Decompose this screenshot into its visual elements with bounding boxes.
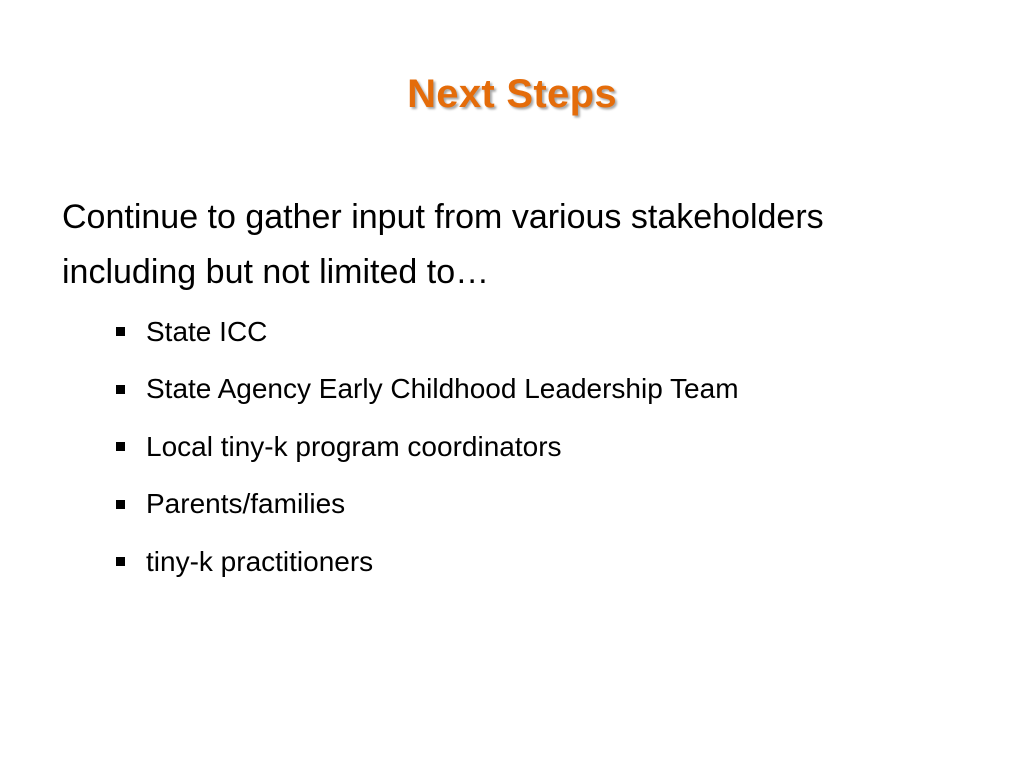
list-item-label: Local tiny-k program coordinators — [146, 430, 562, 462]
list-item-label: State Agency Early Childhood Leadership Team — [146, 373, 739, 405]
square-bullet-icon — [116, 500, 125, 509]
list-item — [116, 418, 739, 476]
square-bullet-icon — [116, 385, 125, 394]
intro-text: Continue to gather input from various stakeholders including but not limited to… — [62, 198, 824, 291]
square-bullet-icon — [116, 557, 125, 566]
list-item-label: State ICC — [146, 315, 268, 347]
slide-title: Next Steps — [407, 72, 617, 116]
list-item — [116, 476, 739, 534]
square-bullet-icon — [116, 327, 125, 336]
list-item-label: Parents/families — [146, 488, 346, 520]
list-item — [116, 533, 739, 591]
list-item-label: tiny-k practitioners — [146, 545, 374, 577]
list-item — [116, 303, 739, 361]
bullet-list — [116, 303, 739, 591]
list-item — [116, 361, 739, 419]
square-bullet-icon — [116, 442, 125, 451]
